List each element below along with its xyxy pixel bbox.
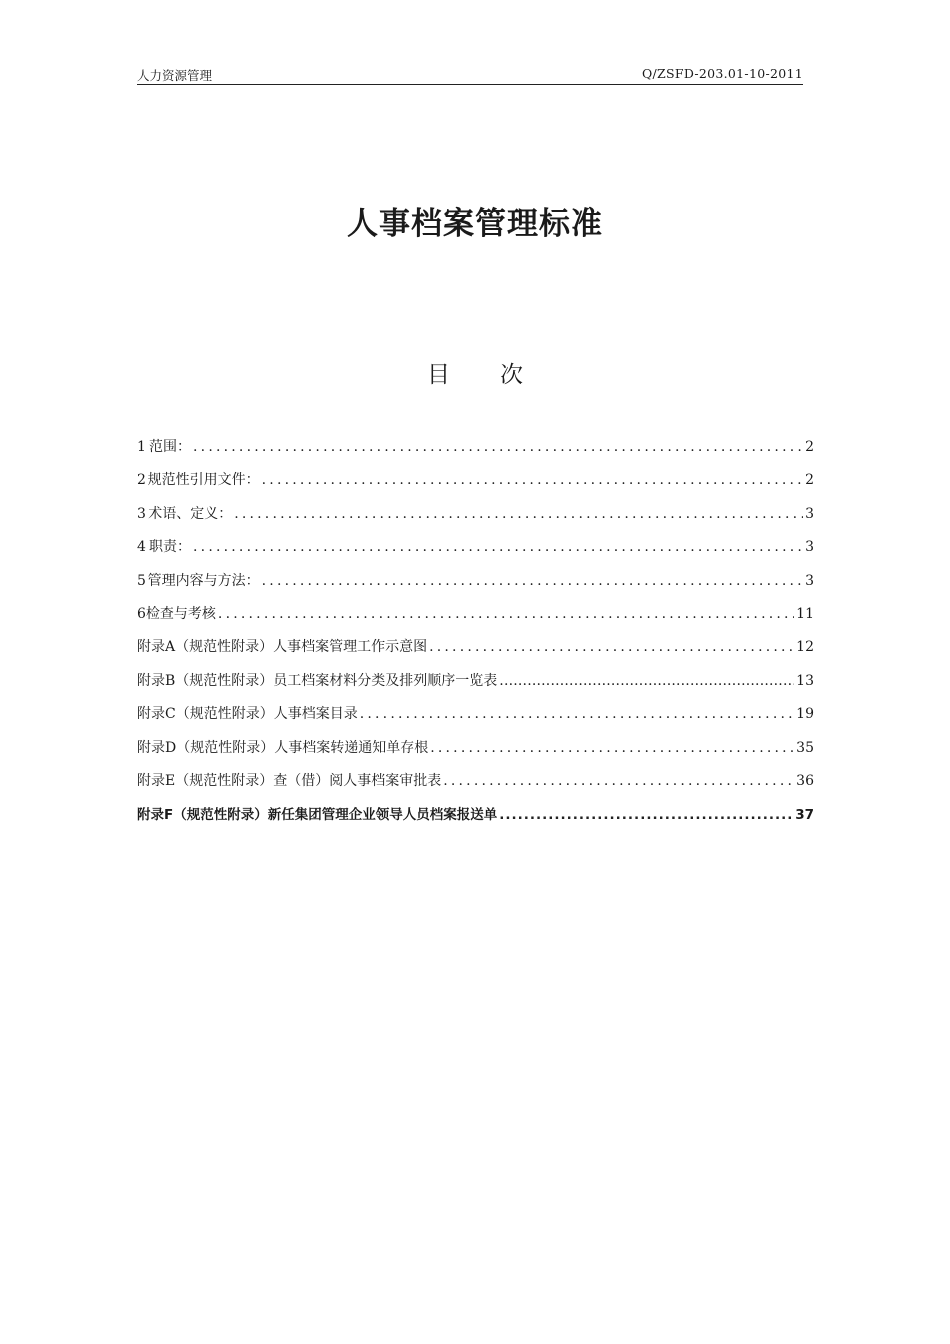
toc-entry-title: 附录F（规范性附录）新任集团管理企业领导人员档案报送单: [137, 807, 498, 824]
toc-entry-title: 附录B（规范性附录）员工档案材料分类及排列顺序一览表: [137, 672, 498, 689]
document-title: 人事档案管理标准: [347, 206, 603, 242]
toc-entry-number: 6: [137, 605, 146, 622]
toc-leader-dots: [262, 472, 803, 488]
toc-entry-title: 规范性引用文件：: [147, 472, 260, 489]
toc-entry-title: 检查与考核: [145, 605, 216, 622]
toc-entry-page: 11: [796, 605, 814, 622]
toc-entry-page: 12: [796, 639, 814, 656]
toc-entry-title: 术语、定义：: [148, 505, 233, 522]
toc-entry-page: 3: [805, 539, 814, 556]
toc-entry-appendix-f[interactable]: [137, 803, 814, 836]
toc-heading: [0, 356, 950, 389]
header-document-code: Q/ZSFD-203.01-10-2011: [641, 66, 803, 81]
toc-leader-dots: [430, 740, 794, 756]
toc-entry-appendix-e[interactable]: [137, 770, 814, 803]
toc-entry-number: 5: [137, 572, 146, 589]
toc-entry-page: 3: [805, 505, 814, 522]
toc-entry-page: 13: [796, 672, 814, 689]
toc-entry[interactable]: [137, 603, 814, 636]
toc-entry-number: 4: [137, 539, 146, 556]
toc-entry[interactable]: [137, 570, 814, 603]
toc-heading-char-2: 次: [500, 362, 523, 388]
toc-entry-title: 附录E（规范性附录）查（借）阅人事档案审批表: [137, 772, 442, 789]
toc-entry-number: 2: [137, 472, 146, 489]
header-left-text: 人力资源管理: [137, 68, 213, 83]
toc-entry-title: 职责：: [149, 539, 192, 556]
toc-entry-title: 附录D（规范性附录）人事档案转递通知单存根: [137, 739, 429, 756]
toc-leader-dots: [360, 706, 794, 722]
toc-leader-dots: [234, 506, 803, 522]
toc-leader-dots: [262, 573, 803, 589]
toc-leader-dots: [443, 773, 794, 789]
toc-leader-dots: [499, 807, 793, 823]
toc-entry-page: 3: [805, 572, 814, 589]
toc-entry-page: 2: [805, 439, 814, 455]
toc-leader-dots: [218, 606, 794, 622]
toc-entry-title: 附录A（规范性附录）人事档案管理工作示意图: [137, 639, 428, 656]
toc-entry-number: 3: [137, 505, 146, 522]
toc-entry-page: 35: [796, 739, 814, 756]
toc-entry-title: 范围：: [149, 439, 192, 455]
toc-entry-title: 管理内容与方法：: [147, 572, 260, 589]
toc-heading-char-1: 目: [427, 362, 450, 388]
toc-leader-dots: [193, 439, 803, 455]
toc-entry-number: 1: [137, 439, 146, 455]
toc-entry-page: 36: [796, 772, 814, 789]
toc-entry[interactable]: [137, 536, 814, 569]
toc-entry[interactable]: [137, 503, 814, 536]
toc-leader-dots: [193, 539, 803, 555]
table-of-contents: [137, 436, 814, 837]
toc-leader-dots: [429, 639, 794, 655]
toc-leader-dots: [499, 673, 794, 689]
toc-entry-appendix-a[interactable]: [137, 636, 814, 669]
toc-entry-appendix-c[interactable]: [137, 703, 814, 736]
toc-entry-page: 37: [795, 807, 814, 824]
toc-entry-title: 附录C（规范性附录）人事档案目录: [137, 706, 358, 723]
page-header: [137, 66, 803, 85]
toc-entry-page: 2: [805, 472, 814, 489]
toc-entry[interactable]: [137, 436, 814, 469]
toc-entry[interactable]: [137, 469, 814, 502]
toc-entry-appendix-b[interactable]: [137, 670, 814, 703]
toc-entry-page: 19: [796, 706, 814, 723]
toc-entry-appendix-d[interactable]: [137, 737, 814, 770]
